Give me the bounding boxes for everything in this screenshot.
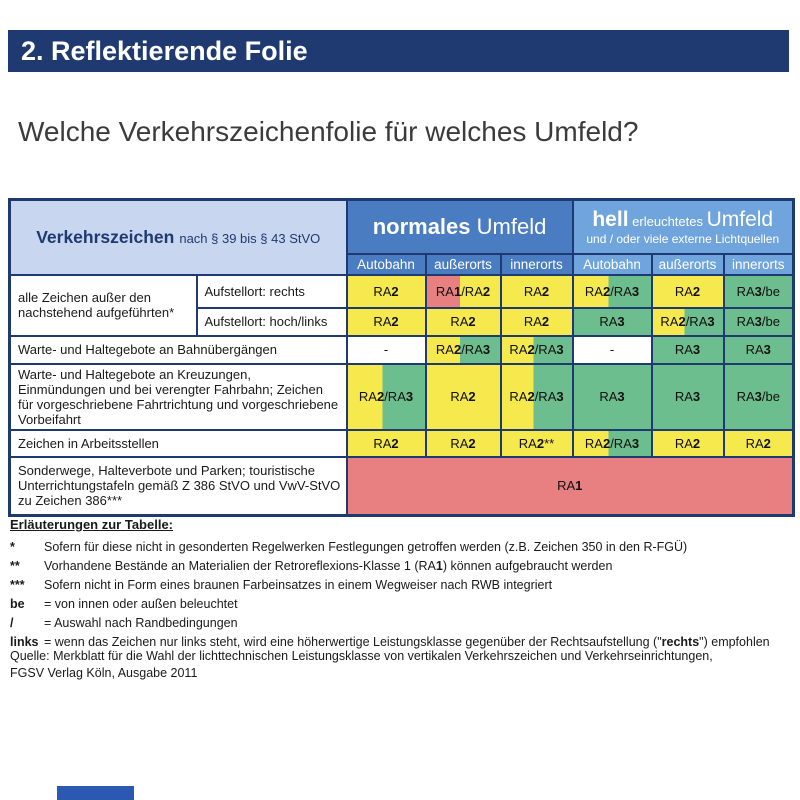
ra-cell: RA2 bbox=[426, 364, 501, 430]
group-header-hell bbox=[573, 200, 794, 254]
table-notes bbox=[10, 517, 792, 652]
ra-cell: - bbox=[347, 336, 426, 364]
ra-cell-ra1-span: RA1 bbox=[347, 457, 794, 516]
ra-cell: RA2 bbox=[426, 308, 501, 336]
group-hell-mid: erleuchtetes bbox=[628, 213, 707, 229]
ra-cell: RA3/be bbox=[724, 364, 794, 430]
ra-cell: RA1/RA2 bbox=[426, 275, 501, 308]
corner-title: Verkehrszeichen bbox=[36, 226, 175, 247]
ra-cell: - bbox=[573, 336, 652, 364]
page-question: Welche Verkehrszeichenfolie für welches Umfeld? bbox=[18, 116, 639, 147]
group-hell-subtitle: und / oder viele externe Lichtquellen bbox=[586, 231, 780, 246]
col-header-ausserorts-hell: außerorts bbox=[652, 254, 724, 275]
row-label-alle-zeichen: alle Zeichen außer den nachstehend aufgeführten* bbox=[10, 275, 197, 336]
ra-cell: RA3 bbox=[652, 364, 724, 430]
foil-environment-table bbox=[8, 198, 795, 517]
row-label-bahnuebergaenge: Warte- und Haltegebote an Bahnübergängen bbox=[10, 336, 347, 364]
note-item bbox=[10, 595, 792, 614]
ra-cell: RA3 bbox=[652, 336, 724, 364]
note-marker: be bbox=[10, 597, 25, 611]
group-hell-rest: Umfeld bbox=[706, 207, 774, 231]
section-title-bar bbox=[8, 30, 789, 72]
source-line-2: FGSV Verlag Köln, Ausgabe 2011 bbox=[10, 666, 198, 680]
corner-header-cell bbox=[10, 200, 347, 275]
note-text: = wenn das Zeichen nur links steht, wird eine höherwertige Leistungsklasse gegenüber der Rechtsaufstellung ("rechts") empfohlen bbox=[44, 635, 770, 649]
note-item bbox=[10, 557, 792, 576]
ra-cell: RA3 bbox=[724, 336, 794, 364]
note-item bbox=[10, 576, 792, 595]
note-item bbox=[10, 538, 792, 557]
col-header-innerorts-hell: innerorts bbox=[724, 254, 794, 275]
ra-cell: RA2/RA3 bbox=[426, 336, 501, 364]
note-text: Sofern für diese nicht in gesonderten Regelwerken Festlegungen getroffen werden (z.B. Zeichen 350 in den R-FGÜ) bbox=[44, 540, 688, 554]
note-text: Sofern nicht in Form eines braunen Farbeinsatzes in einem Wegweiser nach RWB integriert bbox=[44, 578, 553, 592]
ra-cell: RA2 bbox=[347, 308, 426, 336]
foil-table-wrapper bbox=[8, 198, 795, 517]
ra-cell: RA2 bbox=[501, 308, 573, 336]
ra-cell: RA2/RA3 bbox=[573, 275, 652, 308]
note-item bbox=[10, 614, 792, 633]
ra-cell: RA2 bbox=[426, 430, 501, 457]
group-normal-bold: normales bbox=[372, 213, 471, 239]
ra-cell: RA2 bbox=[501, 275, 573, 308]
ra-cell: RA3/be bbox=[724, 308, 794, 336]
ra-cell: RA2 bbox=[347, 430, 426, 457]
ra-cell: RA2** bbox=[501, 430, 573, 457]
ra-cell: RA2/RA3 bbox=[501, 364, 573, 430]
ra-cell: RA2/RA3 bbox=[652, 308, 724, 336]
row-label-arbeitsstellen: Zeichen in Arbeitsstellen bbox=[10, 430, 347, 457]
note-text: = Auswahl nach Randbedingungen bbox=[44, 616, 238, 630]
ra-cell: RA2 bbox=[652, 275, 724, 308]
ra-cell: RA2/RA3 bbox=[347, 364, 426, 430]
source-reference bbox=[10, 648, 713, 682]
group-normal-rest: Umfeld bbox=[470, 213, 547, 239]
row-sublabel-hoch-links: Aufstellort: hoch/links bbox=[197, 308, 347, 336]
col-header-autobahn-normal: Autobahn bbox=[347, 254, 426, 275]
note-marker: *** bbox=[10, 578, 25, 592]
row-label-kreuzungen: Warte- und Haltegebote an Kreuzungen, Einmündungen und bei verengter Fahrbahn; Zeichen für vorgeschriebene Fahrtrichtung und vorgeschriebene Vorbeifahrt bbox=[10, 364, 347, 430]
note-marker: ** bbox=[10, 559, 20, 573]
ra-cell: RA3/be bbox=[724, 275, 794, 308]
ra-cell: RA2/RA3 bbox=[501, 336, 573, 364]
notes-title: Erläuterungen zur Tabelle: bbox=[10, 517, 174, 532]
ra-cell: RA2 bbox=[652, 430, 724, 457]
ra-cell: RA2 bbox=[724, 430, 794, 457]
ra-cell: RA2 bbox=[347, 275, 426, 308]
col-header-ausserorts-normal: außerorts bbox=[426, 254, 501, 275]
ra-cell: RA3 bbox=[573, 364, 652, 430]
section-title: 2. Reflektierende Folie bbox=[21, 36, 308, 66]
group-header-normal bbox=[347, 200, 573, 254]
corner-subtitle: nach § 39 bis § 43 StVO bbox=[179, 230, 321, 246]
col-header-autobahn-hell: Autobahn bbox=[573, 254, 652, 275]
col-header-innerorts-normal: innerorts bbox=[501, 254, 573, 275]
source-line-1: Quelle: Merkblatt für die Wahl der lichttechnischen Leistungsklasse von vertikalen Verkehrszeichen und Verkehrseinrichtungen, bbox=[10, 649, 713, 663]
row-label-sonderwege: Sonderwege, Halteverbote und Parken; touristische Unterrichtungstafeln gemäß Z 386 StVO und VwV-StVO zu Zeichen 386*** bbox=[10, 457, 347, 516]
next-section-bar-fragment bbox=[57, 786, 134, 800]
note-text: Vorhandene Bestände an Materialien der Retroreflexions-Klasse 1 (RA1) können aufgebraucht werden bbox=[44, 559, 613, 573]
note-marker: / bbox=[10, 616, 14, 630]
ra-cell: RA2/RA3 bbox=[573, 430, 652, 457]
note-marker: * bbox=[10, 540, 15, 554]
note-marker: links bbox=[10, 635, 39, 649]
note-text: = von innen oder außen beleuchtet bbox=[44, 597, 238, 611]
ra-cell: RA3 bbox=[573, 308, 652, 336]
row-sublabel-rechts: Aufstellort: rechts bbox=[197, 275, 347, 308]
group-hell-bold: hell bbox=[592, 207, 629, 231]
